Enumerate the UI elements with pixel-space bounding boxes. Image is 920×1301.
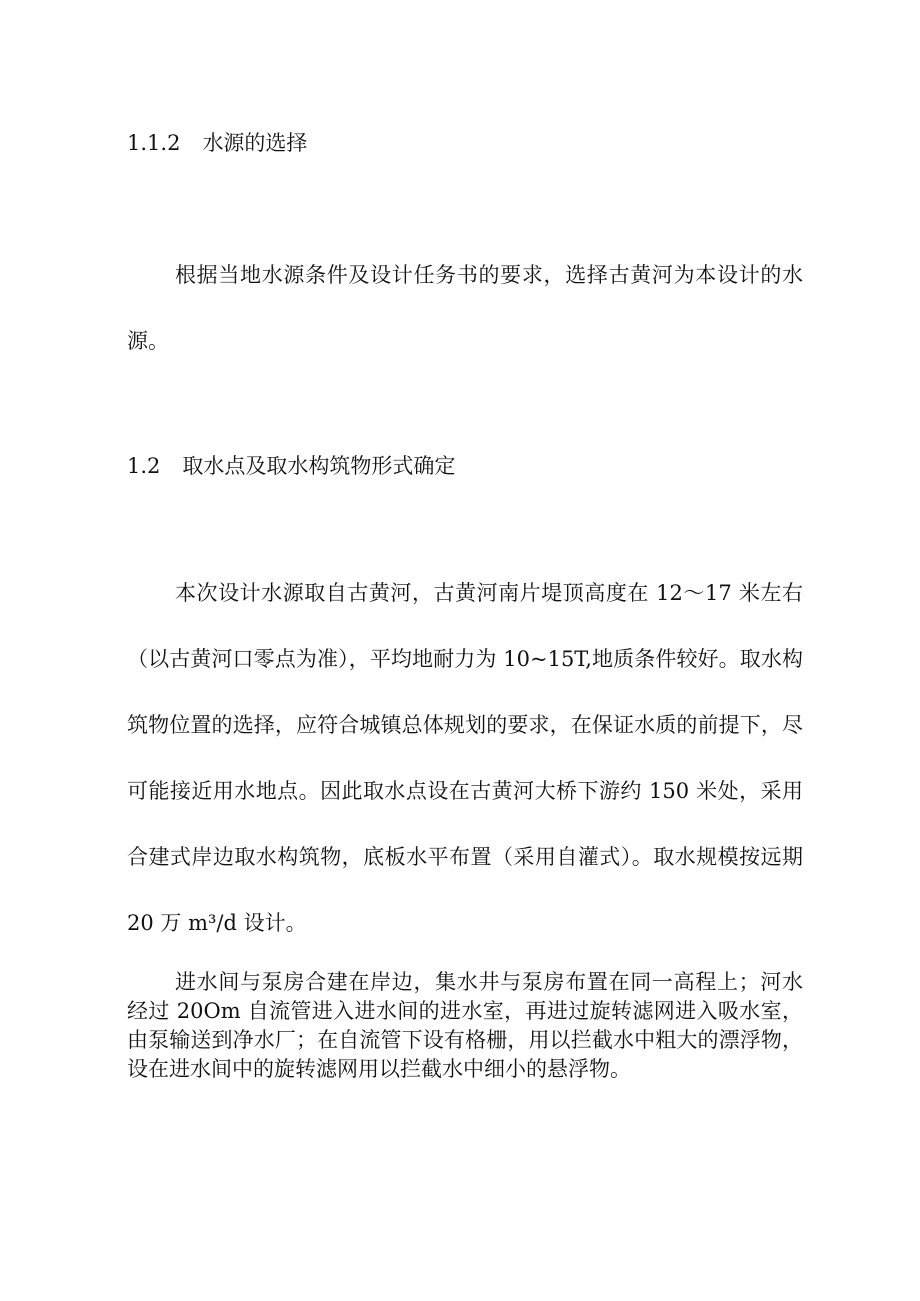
- section-heading-1-1-2: [127, 128, 307, 158]
- section-title: 水源的选择: [202, 131, 308, 155]
- paragraph-intake-structure: 进水间与泵房合建在岸边，集水井与泵房布置在同一高程上；河水经过 20Om 自流管进入进水间的进水室，再进过旋转滤网进入吸水室，由泵输送到净水厂；在自流管下设有格栅，用以拦截水中粗大的漂浮物，设在进水间中的旋转滤网用以拦截水中细小的悬浮物。: [127, 970, 803, 1081]
- section-number: 1.1.2: [127, 131, 181, 155]
- paragraph-water-source: 根据当地水源条件及设计任务书的要求，选择古黄河为本设计的水源。: [127, 263, 803, 353]
- section-number: 1.2: [127, 454, 161, 478]
- section-title: 取水点及取水构筑物形式确定: [182, 454, 456, 478]
- section-heading-1-2: [127, 451, 455, 481]
- paragraph-intake-design: 本次设计水源取自古黄河，古黄河南片堤顶高度在 12～17 米左右（以古黄河口零点为准），平均地耐力为 10~15T,地质条件较好。取水构筑物位置的选择，应符合城镇总体规划的要求，在保证水质的前提下，尽可能接近用水地点。因此取水点设在古黄河大桥下游约 150 米处，采用合建式岸边取水构筑物，底板水平布置（采用自灌式）。取水规模按远期 20 万 m³/d 设计。: [127, 581, 803, 935]
